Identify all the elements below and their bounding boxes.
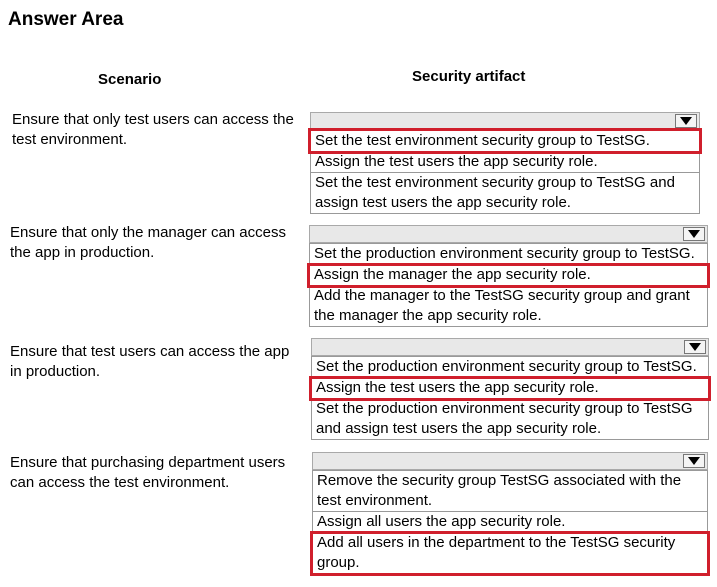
dropdown-option[interactable]: Set the production environment security group to TestSG and assign test users the app security role. — [311, 399, 709, 440]
chevron-down-icon[interactable] — [683, 227, 705, 241]
artifact-dropdown-1[interactable] — [310, 112, 700, 214]
dropdown-option[interactable]: Assign the manager the app security role. — [309, 265, 708, 286]
artifact-dropdown-3[interactable] — [311, 338, 709, 440]
dropdown-option[interactable]: Add the manager to the TestSG security group and grant the manager the app security role. — [309, 286, 708, 327]
chevron-down-icon[interactable] — [684, 340, 706, 354]
scenario-header: Scenario — [98, 71, 162, 88]
artifact-dropdown-4[interactable] — [312, 452, 708, 574]
dropdown-option[interactable]: Set the test environment security group to TestSG. — [310, 130, 700, 152]
dropdown-option[interactable]: Remove the security group TestSG associated with the test environment. — [312, 470, 708, 512]
dropdown-option[interactable]: Set the production environment security group to TestSG. — [309, 243, 708, 265]
artifact-dropdown-2[interactable] — [309, 225, 708, 327]
answer-area-title: Answer Area — [8, 9, 124, 30]
scenario-text-4: Ensure that purchasing department users can access the test environment. — [10, 454, 286, 491]
dropdown-header[interactable] — [312, 452, 708, 470]
security-artifact-header: Security artifact — [412, 68, 526, 85]
chevron-down-icon[interactable] — [675, 114, 697, 128]
scenario-text-1: Ensure that only test users can access the test environment. — [12, 111, 294, 148]
dropdown-header[interactable] — [309, 225, 708, 243]
scenario-text-2: Ensure that only the manager can access the app in production. — [10, 224, 286, 261]
dropdown-option[interactable]: Set the production environment security group to TestSG. — [311, 356, 709, 378]
dropdown-option[interactable]: Set the test environment security group to TestSG and assign test users the app security role. — [310, 173, 700, 214]
chevron-down-icon[interactable] — [683, 454, 705, 468]
dropdown-option[interactable]: Add all users in the department to the TestSG security group. — [312, 533, 708, 574]
dropdown-option[interactable]: Assign all users the app security role. — [312, 512, 708, 533]
dropdown-header[interactable] — [310, 112, 700, 130]
scenario-text-3: Ensure that test users can access the app in production. — [10, 343, 290, 380]
dropdown-header[interactable] — [311, 338, 709, 356]
dropdown-option[interactable]: Assign the test users the app security role. — [310, 152, 700, 173]
dropdown-option[interactable]: Assign the test users the app security role. — [311, 378, 709, 399]
